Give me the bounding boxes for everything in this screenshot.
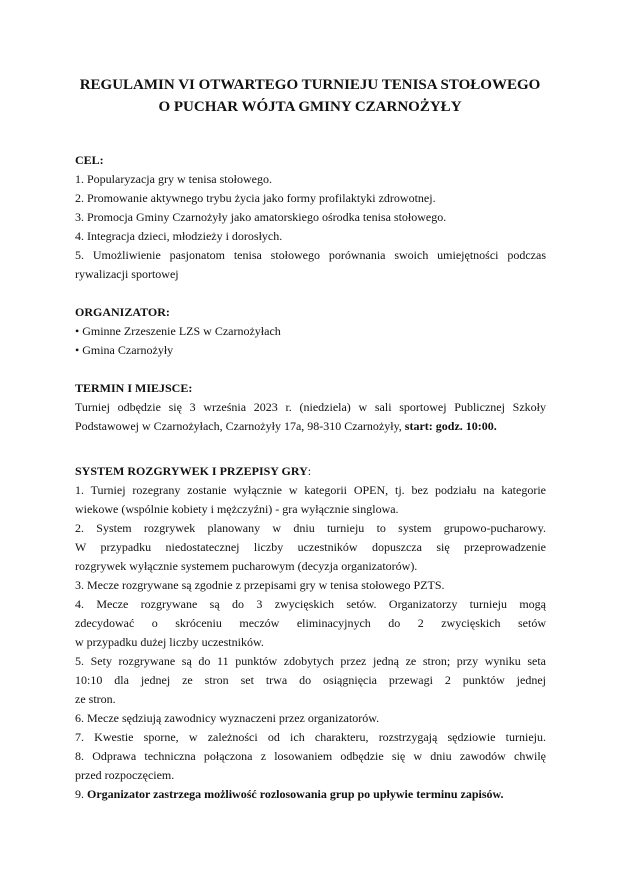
cel-item-3: 3. Promocja Gminy Czarnożyły jako amatorskiego ośrodka tenisa stołowego. (75, 210, 447, 224)
cel-item-5-cont: rywalizacji sportowej (75, 267, 179, 281)
system-item-4-cont-2: w przypadku dużej liczby uczestników. (75, 635, 264, 649)
system-item-4: 4. Mecze rozgrywane są do 3 zwycięskich setów. Organizatorzy turnieju mogą (75, 597, 546, 611)
system-item-2-cont-1: W przypadku niedostatecznej liczby uczestników dopuszcza się przeprowadzenie (75, 540, 546, 554)
system-item-5-cont-1: 10:10 dla jednej ze stron set trwa do osiągnięcia przewagi 2 punktów jednej (75, 673, 546, 687)
system-heading-row (75, 462, 546, 481)
organizator-item-1: • Gminne Zrzeszenie LZS w Czarnożyłach (75, 324, 281, 338)
system-item-9-text: Organizator zastrzega możliwość rozlosowania grup po upływie terminu zapisów. (87, 787, 504, 801)
termin-line-1: Turniej odbędzie się 3 września 2023 r. (niedziela) w sali sportowej Publicznej Szkoły (75, 400, 546, 414)
cel-item-5: 5. Umożliwienie pasjonatom tenisa stołowego porównania swoich umiejętności podczas (75, 248, 546, 262)
system-item-3: 3. Mecze rozgrywane są zgodnie z przepisami gry w tenisa stołowego PZTS. (75, 578, 445, 592)
system-item-2: 2. System rozgrywek planowany w dniu turnieju to system grupowo-pucharowy. (75, 521, 546, 535)
cel-item-4: 4. Integracja dzieci, młodzieży i dorosłych. (75, 229, 283, 243)
document-title (0, 74, 620, 118)
termin-location: Podstawowej w Czarnożyłach, Czarnożyły 17a, 98-310 Czarnożyły, (75, 419, 405, 433)
system-item-4-cont-1: zdecydować o skróceniu meczów eliminacyjnych do 2 zwycięskich setów (75, 616, 546, 630)
organizator-item-2: • Gmina Czarnożyły (75, 343, 174, 357)
termin-line-2 (75, 417, 546, 436)
system-item-5: 5. Sety rozgrywane są do 11 punktów zdobytych przez jedną ze stron; przy wyniku seta (75, 654, 546, 668)
system-item-1: 1. Turniej rozegrany zostanie wyłącznie w kategorii OPEN, tj. bez podziału na kategorie (75, 483, 546, 497)
system-item-8: 8. Odprawa techniczna połączona z losowaniem odbędzie się w dniu zawodów chwilę (75, 749, 546, 763)
system-item-6: 6. Mecze sędziują zawodnicy wyznaczeni przez organizatorów. (75, 711, 380, 725)
system-item-5-cont-2: ze stron. (75, 692, 116, 706)
title-line-2: O PUCHAR WÓJTA GMINY CZARNOŻYŁY (158, 99, 462, 115)
system-item-7: 7. Kwestie sporne, w zależności od ich charakteru, rozstrzygają sędziowie turnieju. (75, 730, 546, 744)
termin-start-time: start: godz. 10:00. (404, 419, 497, 433)
termin-heading: TERMIN I MIEJSCE: (75, 381, 193, 395)
document-body (75, 151, 546, 804)
title-line-1: REGULAMIN VI OTWARTEGO TURNIEJU TENISA STOŁOWEGO (79, 77, 541, 93)
cel-item-1: 1. Popularyzacja gry w tenisa stołowego. (75, 172, 272, 186)
system-item-9-number: 9. (75, 787, 87, 801)
system-heading-colon: : (307, 464, 312, 478)
organizator-heading: ORGANIZATOR: (75, 305, 170, 319)
cel-heading: CEL: (75, 153, 104, 167)
system-item-2-cont-2: rozgrywek wyłącznie systemem pucharowym (decyzja organizatorów). (75, 559, 418, 573)
system-heading: SYSTEM ROZGRYWEK I PRZEPISY GRY (75, 464, 308, 478)
cel-item-2: 2. Promowanie aktywnego trybu życia jako formy profilaktyki zdrowotnej. (75, 191, 436, 205)
system-item-8-cont: przed rozpoczęciem. (75, 768, 175, 782)
system-item-1-cont: wiekowe (wspólnie kobiety i mężczyźni) - gra wyłącznie singlowa. (75, 502, 399, 516)
system-item-9 (75, 785, 546, 804)
